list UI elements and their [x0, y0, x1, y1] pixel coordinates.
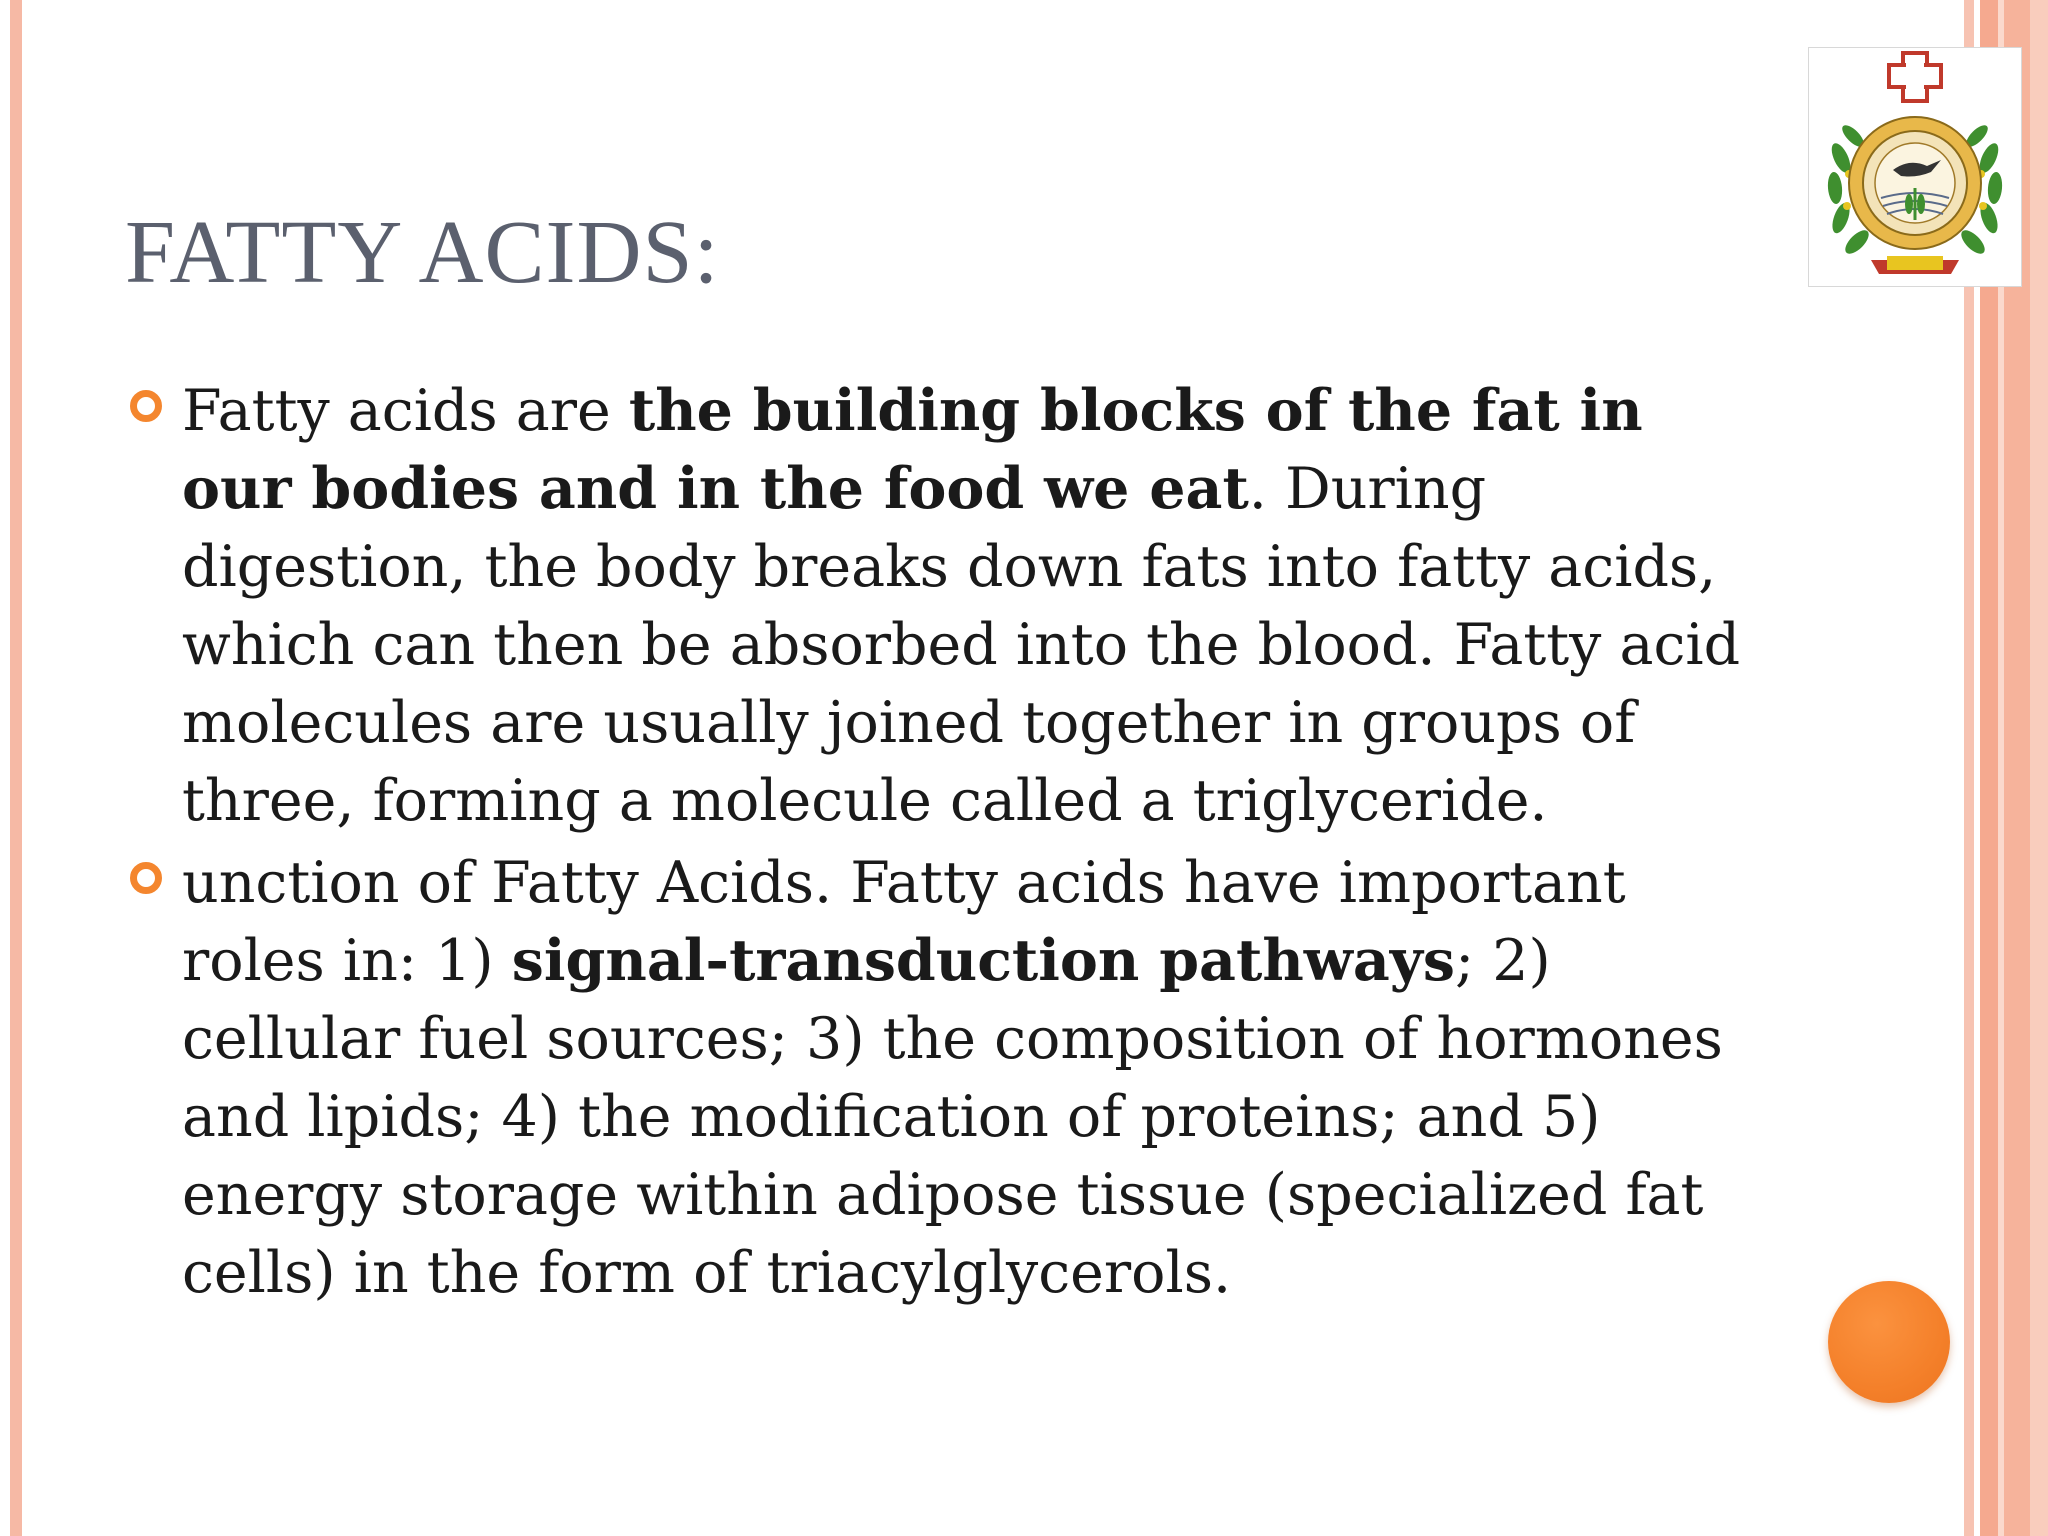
bullet-text-normal: ; 2) cellular fuel sources; 3) the composition of hormones and lipids; 4) the modification of proteins; and 5) energy storage within adipose tissue (specialized fat cells) in the form of triacylglycerols.: [182, 928, 1723, 1306]
slide-body: [130, 372, 1770, 1316]
bullet-point: [130, 372, 1770, 840]
university-seal-icon: [1809, 48, 2021, 286]
university-logo: [1808, 47, 2022, 287]
decorative-orange-circle: [1828, 1281, 1950, 1403]
bullet-circle-icon: [130, 390, 162, 422]
bullet-circle-icon: [130, 862, 162, 894]
bullet-point: [130, 844, 1770, 1312]
bullet-text-normal: Fatty acids are: [182, 378, 629, 444]
bullet-text-normal: unction of Fatty Acids. Fatty acids have important roles in: 1): [182, 850, 1626, 994]
slide-title: FATTY ACIDS:: [125, 203, 720, 302]
bullet-text-normal: . During digestion, the body breaks down fats into fatty acids, which can then be absorbed into the blood. Fatty acid molecules are usually joined together in groups of three, forming a molecule called a triglyceride.: [182, 456, 1741, 834]
bullet-text-bold: the building blocks of the fat in our bodies and in the food we eat: [182, 377, 1643, 522]
left-decorative-stripe: [10, 0, 22, 1536]
bullet-text-bold: signal-transduction pathways: [511, 927, 1455, 994]
